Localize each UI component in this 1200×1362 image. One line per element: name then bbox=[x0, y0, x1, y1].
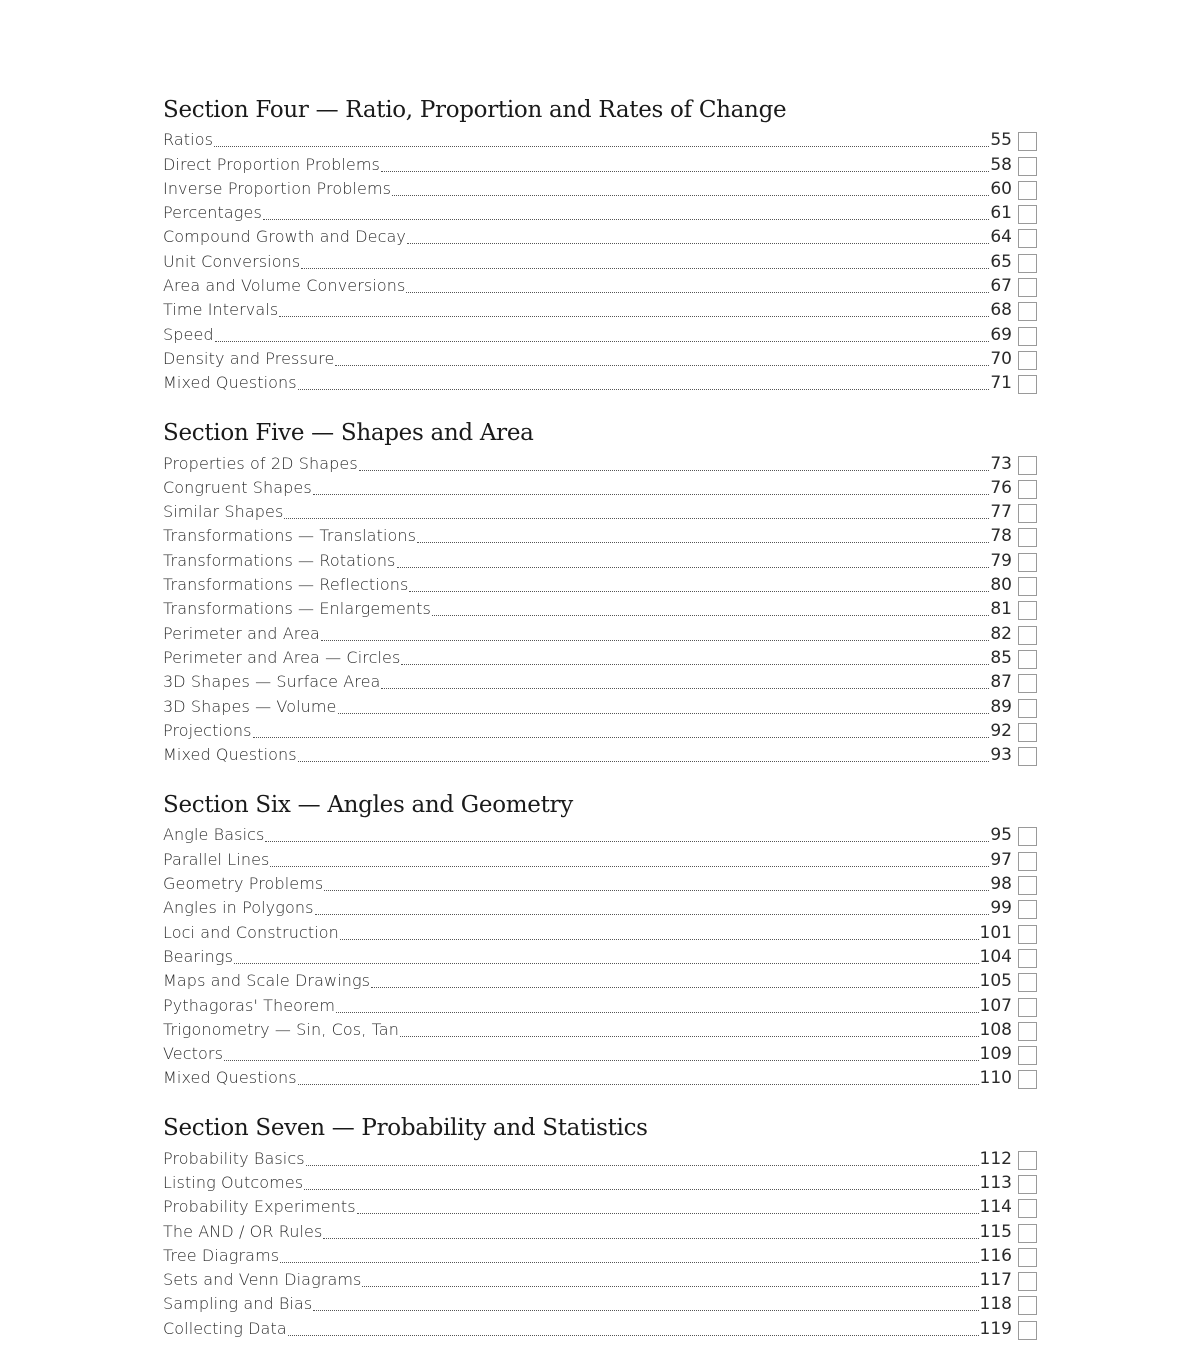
entry-label: Sampling and Bias bbox=[163, 1294, 313, 1314]
entry-label: Transformations — Rotations bbox=[163, 550, 396, 570]
checkbox-icon[interactable] bbox=[1018, 553, 1037, 572]
page-number: 64 bbox=[990, 227, 1012, 248]
section-title: Section Seven — Probability and Statistics bbox=[163, 1115, 648, 1142]
dot-leader bbox=[409, 591, 989, 592]
page-number: 58 bbox=[990, 154, 1012, 175]
toc-entry bbox=[163, 693, 1037, 717]
dot-leader bbox=[298, 389, 990, 390]
entry-label: Properties of 2D Shapes bbox=[163, 453, 358, 473]
checkbox-icon[interactable] bbox=[1018, 132, 1037, 151]
entry-label: Time Intervals bbox=[163, 300, 279, 320]
page-number: 115 bbox=[979, 1221, 1012, 1242]
dot-leader bbox=[371, 987, 978, 988]
toc-entry bbox=[163, 321, 1037, 345]
checkbox-icon[interactable] bbox=[1018, 852, 1037, 871]
toc-entry bbox=[163, 450, 1037, 474]
section-title: Section Five — Shapes and Area bbox=[163, 420, 534, 447]
entry-label: Percentages bbox=[163, 203, 262, 223]
toc-entry bbox=[163, 596, 1037, 620]
toc-entry bbox=[163, 523, 1037, 547]
dot-leader bbox=[214, 146, 989, 147]
dot-leader bbox=[381, 688, 989, 689]
toc-entry bbox=[163, 968, 1037, 992]
entry-label: Mixed Questions bbox=[163, 373, 297, 393]
page-number: 69 bbox=[990, 324, 1012, 345]
page-number: 97 bbox=[990, 849, 1012, 870]
checkbox-icon[interactable] bbox=[1018, 900, 1037, 919]
dot-leader bbox=[298, 761, 990, 762]
dot-leader bbox=[265, 841, 989, 842]
page-number: 98 bbox=[990, 874, 1012, 895]
entry-label: Pythagoras' Theorem bbox=[163, 995, 336, 1015]
entry-label: Maps and Scale Drawings bbox=[163, 971, 371, 991]
toc-entry bbox=[163, 1291, 1037, 1315]
toc-entry bbox=[163, 742, 1037, 766]
checkbox-icon[interactable] bbox=[1018, 1248, 1037, 1267]
page-number: 92 bbox=[990, 720, 1012, 741]
entry-label: Transformations — Enlargements bbox=[163, 599, 431, 619]
checkbox-icon[interactable] bbox=[1018, 157, 1037, 176]
dot-leader bbox=[253, 737, 990, 738]
page-number: 87 bbox=[990, 672, 1012, 693]
toc-entry bbox=[163, 871, 1037, 895]
checkbox-icon[interactable] bbox=[1018, 1321, 1037, 1340]
entry-label: Congruent Shapes bbox=[163, 477, 312, 497]
checkbox-icon[interactable] bbox=[1018, 205, 1037, 224]
dot-leader bbox=[407, 243, 989, 244]
toc-entry bbox=[163, 1315, 1037, 1339]
page-number: 77 bbox=[990, 502, 1012, 523]
dot-leader bbox=[301, 268, 989, 269]
page-number: 95 bbox=[990, 825, 1012, 846]
checkbox-icon[interactable] bbox=[1018, 1296, 1037, 1315]
checkbox-icon[interactable] bbox=[1018, 504, 1037, 523]
entry-label: Transformations — Translations bbox=[163, 526, 417, 546]
checkbox-icon[interactable] bbox=[1018, 480, 1037, 499]
dot-leader bbox=[335, 365, 989, 366]
page-number: 80 bbox=[990, 575, 1012, 596]
page-number: 79 bbox=[990, 550, 1012, 571]
dot-leader bbox=[323, 1238, 978, 1239]
checkbox-icon[interactable] bbox=[1018, 229, 1037, 248]
checkbox-icon[interactable] bbox=[1018, 327, 1037, 346]
entry-label: Transformations — Reflections bbox=[163, 575, 409, 595]
toc-entry bbox=[163, 919, 1037, 943]
toc-entry bbox=[163, 572, 1037, 596]
checkbox-icon[interactable] bbox=[1018, 925, 1037, 944]
entry-label: Perimeter and Area bbox=[163, 623, 320, 643]
checkbox-icon[interactable] bbox=[1018, 827, 1037, 846]
toc-entry bbox=[163, 273, 1037, 297]
toc-entry bbox=[163, 1194, 1037, 1218]
toc-entry bbox=[163, 224, 1037, 248]
toc-entry bbox=[163, 499, 1037, 523]
toc-section bbox=[163, 93, 1037, 394]
toc-entry bbox=[163, 645, 1037, 669]
dot-leader bbox=[362, 1286, 978, 1287]
dot-leader bbox=[392, 195, 989, 196]
dot-leader bbox=[263, 219, 989, 220]
dot-leader bbox=[288, 1335, 979, 1336]
toc-entry bbox=[163, 248, 1037, 272]
entry-label: Trigonometry — Sin, Cos, Tan bbox=[163, 1019, 399, 1039]
page-number: 89 bbox=[990, 696, 1012, 717]
page-number: 105 bbox=[979, 971, 1012, 992]
checkbox-icon[interactable] bbox=[1018, 302, 1037, 321]
checkbox-icon[interactable] bbox=[1018, 181, 1037, 200]
checkbox-icon[interactable] bbox=[1018, 1224, 1037, 1243]
toc-entry bbox=[163, 1017, 1037, 1041]
dot-leader bbox=[234, 963, 979, 964]
entry-label: Collecting Data bbox=[163, 1318, 287, 1338]
toc-entry bbox=[163, 992, 1037, 1016]
page-number: 114 bbox=[979, 1197, 1012, 1218]
checkbox-icon[interactable] bbox=[1018, 1151, 1037, 1170]
checkbox-icon[interactable] bbox=[1018, 254, 1037, 273]
entry-label: Geometry Problems bbox=[163, 874, 324, 894]
toc-entry bbox=[163, 200, 1037, 224]
toc-entry bbox=[163, 1145, 1037, 1169]
page-number: 82 bbox=[990, 623, 1012, 644]
page-number: 101 bbox=[979, 922, 1012, 943]
dot-leader bbox=[397, 567, 990, 568]
toc-entry bbox=[163, 895, 1037, 919]
toc-entry bbox=[163, 346, 1037, 370]
entry-label: Perimeter and Area — Circles bbox=[163, 647, 401, 667]
page-number: 67 bbox=[990, 276, 1012, 297]
checkbox-icon[interactable] bbox=[1018, 1175, 1037, 1194]
page-number: 117 bbox=[979, 1270, 1012, 1291]
checkbox-icon[interactable] bbox=[1018, 528, 1037, 547]
dot-leader bbox=[280, 1262, 978, 1263]
toc-section bbox=[163, 416, 1037, 766]
dot-leader bbox=[401, 664, 989, 665]
dot-leader bbox=[381, 171, 989, 172]
toc-entry bbox=[163, 944, 1037, 968]
toc-entry bbox=[163, 669, 1037, 693]
checkbox-icon[interactable] bbox=[1018, 577, 1037, 596]
entry-label: Listing Outcomes bbox=[163, 1172, 304, 1192]
page-number: 110 bbox=[979, 1068, 1012, 1089]
page-number: 71 bbox=[990, 373, 1012, 394]
checkbox-icon[interactable] bbox=[1018, 375, 1037, 394]
entry-label: Vectors bbox=[163, 1044, 224, 1064]
checkbox-icon[interactable] bbox=[1018, 351, 1037, 370]
dot-leader bbox=[284, 518, 989, 519]
dot-leader bbox=[340, 939, 979, 940]
entry-label: Inverse Proportion Problems bbox=[163, 178, 392, 198]
dot-leader bbox=[321, 640, 989, 641]
checkbox-icon[interactable] bbox=[1018, 747, 1037, 766]
entry-label: Direct Proportion Problems bbox=[163, 154, 380, 174]
page-number: 76 bbox=[990, 477, 1012, 498]
dot-leader bbox=[304, 1189, 978, 1190]
toc-entry bbox=[163, 1267, 1037, 1291]
section-title: Section Six — Angles and Geometry bbox=[163, 792, 573, 819]
page-number: 78 bbox=[990, 526, 1012, 547]
dot-leader bbox=[357, 1213, 979, 1214]
table-of-contents bbox=[163, 93, 1037, 1362]
entry-label: 3D Shapes — Surface Area bbox=[163, 672, 381, 692]
toc-entry bbox=[163, 1218, 1037, 1242]
checkbox-icon[interactable] bbox=[1018, 1272, 1037, 1291]
page-number: 112 bbox=[979, 1148, 1012, 1169]
dot-leader bbox=[313, 494, 990, 495]
toc-entry bbox=[163, 151, 1037, 175]
dot-leader bbox=[432, 615, 989, 616]
entry-label: Mixed Questions bbox=[163, 1068, 297, 1088]
checkbox-icon[interactable] bbox=[1018, 1070, 1037, 1089]
entry-label: Area and Volume Conversions bbox=[163, 276, 406, 296]
toc-entry bbox=[163, 1041, 1037, 1065]
checkbox-icon[interactable] bbox=[1018, 998, 1037, 1017]
dot-leader bbox=[336, 1012, 979, 1013]
dot-leader bbox=[270, 866, 989, 867]
toc-entry bbox=[163, 297, 1037, 321]
entry-label: The AND / OR Rules bbox=[163, 1221, 323, 1241]
entry-label: Speed bbox=[163, 324, 214, 344]
page-number: 109 bbox=[979, 1044, 1012, 1065]
toc-entry bbox=[163, 127, 1037, 151]
toc-entry bbox=[163, 1243, 1037, 1267]
checkbox-icon[interactable] bbox=[1018, 1046, 1037, 1065]
toc-entry bbox=[163, 822, 1037, 846]
checkbox-icon[interactable] bbox=[1018, 674, 1037, 693]
entry-label: Tree Diagrams bbox=[163, 1245, 280, 1265]
dot-leader bbox=[215, 341, 990, 342]
checkbox-icon[interactable] bbox=[1018, 876, 1037, 895]
page-number: 55 bbox=[990, 130, 1012, 151]
entry-label: Ratios bbox=[163, 130, 214, 150]
page-number: 68 bbox=[990, 300, 1012, 321]
toc-entry bbox=[163, 718, 1037, 742]
page-number: 60 bbox=[990, 178, 1012, 199]
checkbox-icon[interactable] bbox=[1018, 278, 1037, 297]
entry-label: Loci and Construction bbox=[163, 922, 339, 942]
dot-leader bbox=[279, 316, 989, 317]
entry-label: Unit Conversions bbox=[163, 251, 301, 271]
page-number: 65 bbox=[990, 251, 1012, 272]
checkbox-icon[interactable] bbox=[1018, 626, 1037, 645]
toc-entry bbox=[163, 846, 1037, 870]
page-number: 61 bbox=[990, 203, 1012, 224]
page-number: 81 bbox=[990, 599, 1012, 620]
page-number: 118 bbox=[979, 1294, 1012, 1315]
toc-entry bbox=[163, 475, 1037, 499]
entry-label: Mixed Questions bbox=[163, 745, 297, 765]
page-number: 85 bbox=[990, 647, 1012, 668]
entry-label: Sets and Venn Diagrams bbox=[163, 1270, 362, 1290]
page-number: 73 bbox=[990, 453, 1012, 474]
dot-leader bbox=[315, 914, 990, 915]
entry-label: Compound Growth and Decay bbox=[163, 227, 406, 247]
dot-leader bbox=[313, 1310, 978, 1311]
page-number: 119 bbox=[979, 1318, 1012, 1339]
page-number: 99 bbox=[990, 898, 1012, 919]
checkbox-icon[interactable] bbox=[1018, 1199, 1037, 1218]
checkbox-icon[interactable] bbox=[1018, 456, 1037, 475]
dot-leader bbox=[324, 890, 989, 891]
section-title: Section Four — Ratio, Proportion and Rates of Change bbox=[163, 97, 787, 123]
page-number: 108 bbox=[979, 1019, 1012, 1040]
entry-label: Density and Pressure bbox=[163, 348, 335, 368]
entry-label: Parallel Lines bbox=[163, 849, 270, 869]
entry-label: Probability Experiments bbox=[163, 1197, 356, 1217]
dot-leader bbox=[298, 1084, 979, 1085]
page-number: 113 bbox=[979, 1172, 1012, 1193]
dot-leader bbox=[224, 1060, 979, 1061]
checkbox-icon[interactable] bbox=[1018, 601, 1037, 620]
dot-leader bbox=[400, 1036, 979, 1037]
page-number: 104 bbox=[979, 946, 1012, 967]
dot-leader bbox=[417, 542, 989, 543]
toc-entry bbox=[163, 620, 1037, 644]
toc-entry bbox=[163, 176, 1037, 200]
entry-label: Similar Shapes bbox=[163, 502, 284, 522]
checkbox-icon[interactable] bbox=[1018, 723, 1037, 742]
entry-label: Probability Basics bbox=[163, 1148, 305, 1168]
page-number: 116 bbox=[979, 1245, 1012, 1266]
dot-leader bbox=[359, 470, 990, 471]
page-number: 93 bbox=[990, 745, 1012, 766]
checkbox-icon[interactable] bbox=[1018, 1022, 1037, 1041]
toc-section bbox=[163, 1111, 1037, 1339]
entry-label: Angles in Polygons bbox=[163, 898, 314, 918]
dot-leader bbox=[306, 1165, 979, 1166]
checkbox-icon[interactable] bbox=[1018, 650, 1037, 669]
toc-entry bbox=[163, 1170, 1037, 1194]
checkbox-icon[interactable] bbox=[1018, 699, 1037, 718]
checkbox-icon[interactable] bbox=[1018, 973, 1037, 992]
toc-entry bbox=[163, 1065, 1037, 1089]
entry-label: Projections bbox=[163, 720, 252, 740]
toc-section bbox=[163, 788, 1037, 1089]
toc-entry bbox=[163, 547, 1037, 571]
dot-leader bbox=[338, 713, 990, 714]
entry-label: Bearings bbox=[163, 946, 234, 966]
toc-entry bbox=[163, 370, 1037, 394]
page-number: 70 bbox=[990, 348, 1012, 369]
page-number: 107 bbox=[979, 995, 1012, 1016]
dot-leader bbox=[406, 292, 989, 293]
checkbox-icon[interactable] bbox=[1018, 949, 1037, 968]
entry-label: Angle Basics bbox=[163, 825, 265, 845]
entry-label: 3D Shapes — Volume bbox=[163, 696, 337, 716]
